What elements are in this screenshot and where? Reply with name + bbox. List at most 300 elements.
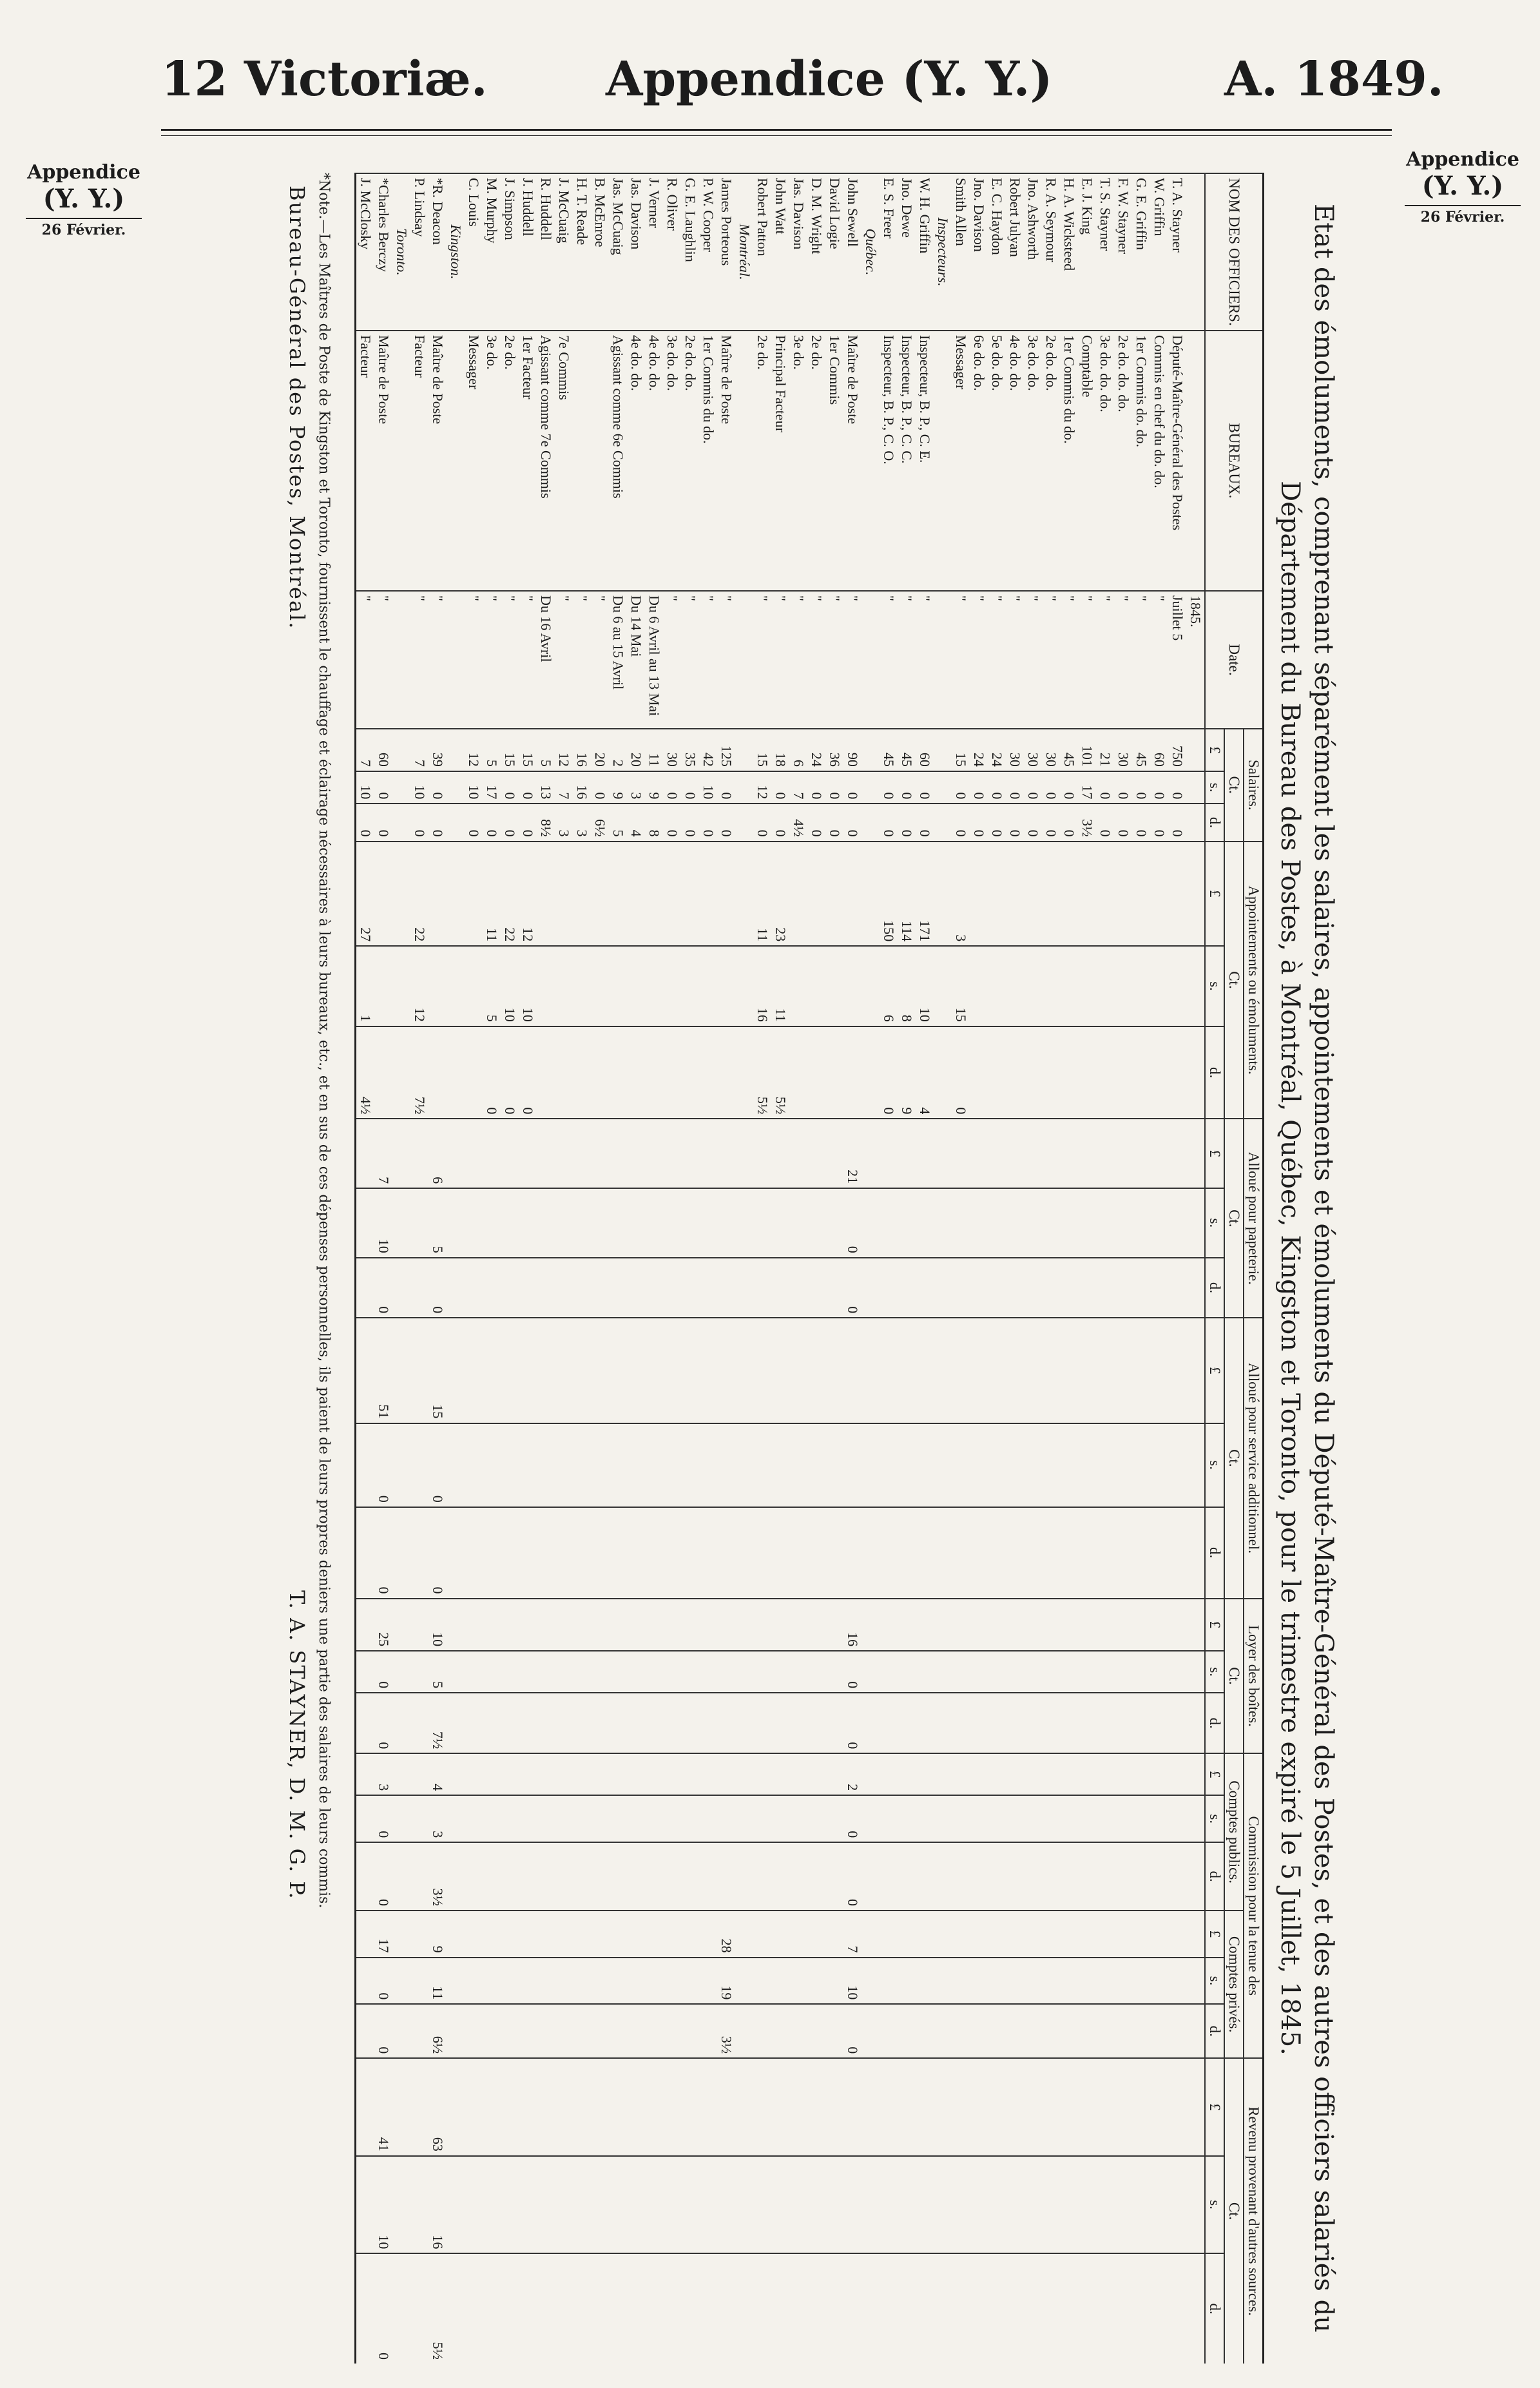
amount-loy-l xyxy=(501,1599,519,1651)
amount-sal-l: 20 xyxy=(627,729,645,771)
amount-loy-d xyxy=(970,1693,988,1753)
amount-rev-l xyxy=(1168,2058,1186,2156)
date: " xyxy=(970,591,988,729)
amount-prv-l xyxy=(1150,1911,1168,1958)
table-row xyxy=(916,173,934,2364)
empty-cell xyxy=(392,1507,410,1599)
bureau: Agissant comme 7e Commis xyxy=(537,331,555,591)
amount-pub-l xyxy=(1024,1753,1042,1795)
bureau: 1er Commis du do. xyxy=(699,331,717,591)
amount-app-l xyxy=(645,842,663,947)
amount-sal-d: 0 xyxy=(428,804,447,841)
empty-cell xyxy=(1186,1119,1205,1188)
margin-note-left xyxy=(26,161,142,238)
empty-cell xyxy=(1186,1258,1205,1318)
amount-loy-s xyxy=(627,1651,645,1693)
amount-pap-d xyxy=(952,1258,970,1318)
amount-loy-l xyxy=(483,1599,501,1651)
col-comptes-prives: Comptes privés. xyxy=(1224,1911,1244,2058)
empty-cell xyxy=(735,1958,753,2005)
amount-app-d: 4 xyxy=(916,1026,934,1119)
amount-prv-d xyxy=(1168,2004,1186,2058)
amount-svc-l xyxy=(537,1318,555,1423)
table-row xyxy=(1042,173,1060,2364)
amount-pub-d xyxy=(1168,1842,1186,1911)
amount-loy-l xyxy=(807,1599,825,1651)
amount-svc-l xyxy=(771,1318,789,1423)
amount-rev-l xyxy=(880,2058,898,2156)
amount-sal-d: 0 xyxy=(1150,804,1168,841)
empty-cell xyxy=(392,1119,410,1188)
amount-pub-l xyxy=(465,1753,483,1795)
amount-svc-l xyxy=(681,1318,699,1423)
amount-pap-d xyxy=(916,1258,934,1318)
table-row xyxy=(1024,173,1042,2364)
amount-prv-l xyxy=(1132,1911,1150,1958)
amount-loy-d xyxy=(356,1693,375,1753)
amount-sal-l: 15 xyxy=(952,729,970,771)
empty-cell xyxy=(861,2004,880,2058)
amount-rev-d xyxy=(880,2253,898,2364)
amount-svc-s xyxy=(465,1423,483,1507)
date: " xyxy=(1132,591,1150,729)
amount-pap-d xyxy=(645,1258,663,1318)
amount-pap-d xyxy=(717,1258,735,1318)
amount-pap-d xyxy=(573,1258,591,1318)
amount-rev-d xyxy=(1096,2253,1114,2364)
unit-s: s. xyxy=(1205,1188,1224,1258)
amount-loy-d xyxy=(483,1693,501,1753)
amount-loy-s xyxy=(609,1651,627,1693)
bureau: Inspecteur, B. P., C. C. xyxy=(898,331,916,591)
amount-pap-d xyxy=(789,1258,807,1318)
date: " xyxy=(591,591,609,729)
amount-prv-d xyxy=(1060,2004,1078,2058)
empty-cell xyxy=(735,1842,753,1911)
amount-app-d xyxy=(717,1026,735,1119)
amount-sal-d: 5 xyxy=(609,804,627,841)
amount-sal-d: 0 xyxy=(952,804,970,841)
amount-rev-d xyxy=(789,2253,807,2364)
amount-app-s xyxy=(645,946,663,1026)
amount-pub-s: 0 xyxy=(843,1795,861,1842)
amount-prv-l xyxy=(807,1911,825,1958)
amount-loy-d xyxy=(519,1693,537,1753)
table-row xyxy=(843,173,861,2364)
table-row xyxy=(681,173,699,2364)
officer-name: W. H. Griffin xyxy=(916,173,934,331)
date: " xyxy=(753,591,771,729)
amount-prv-d xyxy=(681,2004,699,2058)
amount-prv-d xyxy=(1114,2004,1132,2058)
bureau: 2e do. xyxy=(807,331,825,591)
amount-sal-d: 0 xyxy=(880,804,898,841)
unit-l: £ xyxy=(1205,842,1224,947)
date: " xyxy=(681,591,699,729)
unit-d: d. xyxy=(1205,804,1224,841)
bureau: Messager xyxy=(465,331,483,591)
amount-loy-s xyxy=(1006,1651,1024,1693)
amount-sal-l: 45 xyxy=(1060,729,1078,771)
bureau: 2e do. do. do. xyxy=(1114,331,1132,591)
empty-cell xyxy=(447,1026,465,1119)
amount-pap-l xyxy=(825,1119,843,1188)
amount-pub-l xyxy=(1096,1753,1114,1795)
amount-loy-l xyxy=(789,1599,807,1651)
amount-app-s xyxy=(843,946,861,1026)
empty-cell xyxy=(934,2156,952,2254)
amount-prv-d: 6½ xyxy=(428,2004,447,2058)
amount-svc-l xyxy=(356,1318,375,1423)
amount-loy-l xyxy=(825,1599,843,1651)
amount-rev-l xyxy=(807,2058,825,2156)
amount-sal-s: 17 xyxy=(483,771,501,804)
amount-svc-d xyxy=(717,1507,735,1599)
empty-cell xyxy=(1186,1423,1205,1507)
amount-pub-s xyxy=(789,1795,807,1842)
amount-pap-d: 0 xyxy=(843,1258,861,1318)
bureau: 2e do. do. xyxy=(1042,331,1060,591)
amount-rev-d xyxy=(1150,2253,1168,2364)
unit-s: s. xyxy=(1205,2156,1224,2254)
amount-app-d: 0 xyxy=(880,1026,898,1119)
table-row xyxy=(1060,173,1078,2364)
amount-svc-s: 0 xyxy=(374,1423,392,1507)
amount-loy-s xyxy=(645,1651,663,1693)
amount-sal-d: 0 xyxy=(825,804,843,841)
amount-sal-s: 0 xyxy=(501,771,519,804)
amount-loy-l xyxy=(410,1599,428,1651)
amount-prv-d: 0 xyxy=(374,2004,392,2058)
officer-name: P. W. Cooper xyxy=(699,173,717,331)
officer-name: Jno. Dewe xyxy=(898,173,916,331)
amount-loy-s xyxy=(465,1651,483,1693)
amount-rev-l xyxy=(501,2058,519,2156)
amount-pap-l xyxy=(1150,1119,1168,1188)
amount-svc-l xyxy=(699,1318,717,1423)
amount-rev-l xyxy=(609,2058,627,2156)
amount-app-l xyxy=(699,842,717,947)
empty-cell xyxy=(1186,1188,1205,1258)
amount-sal-l: 7 xyxy=(356,729,375,771)
amount-prv-s xyxy=(1114,1958,1132,2005)
amount-rev-d xyxy=(609,2253,627,2364)
amount-pub-l xyxy=(555,1753,573,1795)
amount-prv-s xyxy=(1006,1958,1024,2005)
bureau: Commis en chef du do. do. xyxy=(1150,331,1168,591)
amount-prv-d xyxy=(1096,2004,1114,2058)
amount-sal-s: 0 xyxy=(1132,771,1150,804)
empty-cell xyxy=(735,1753,753,1795)
amount-pub-l xyxy=(789,1753,807,1795)
date: " xyxy=(807,591,825,729)
amount-prv-l xyxy=(410,1911,428,1958)
amount-app-d xyxy=(555,1026,573,1119)
amount-sal-l: 11 xyxy=(645,729,663,771)
amount-pap-l xyxy=(807,1119,825,1188)
amount-sal-s: 13 xyxy=(537,771,555,804)
date: " xyxy=(1042,591,1060,729)
empty-cell xyxy=(447,1258,465,1318)
amount-pub-l xyxy=(970,1753,988,1795)
amount-pap-d xyxy=(1024,1258,1042,1318)
amount-pub-s xyxy=(916,1795,934,1842)
amount-sal-l: 16 xyxy=(573,729,591,771)
amount-sal-d: 0 xyxy=(501,804,519,841)
amount-pub-l xyxy=(717,1753,735,1795)
empty-cell xyxy=(735,1911,753,1958)
officer-name: G. E. Laughlin xyxy=(681,173,699,331)
officer-name: J. Verner xyxy=(645,173,663,331)
amount-app-d xyxy=(1042,1026,1060,1119)
amount-prv-s xyxy=(1132,1958,1150,2005)
unit-l: £ xyxy=(1205,729,1224,771)
date: " xyxy=(916,591,934,729)
amount-pap-l xyxy=(519,1119,537,1188)
amount-loy-s xyxy=(880,1651,898,1693)
amount-rev-d xyxy=(627,2253,645,2364)
col-service: Alloué pour service additionnel. xyxy=(1244,1318,1264,1598)
amount-pap-s xyxy=(555,1188,573,1258)
amount-prv-l xyxy=(483,1911,501,1958)
amount-sal-l: 60 xyxy=(916,729,934,771)
table-row xyxy=(898,173,916,2364)
amount-app-l xyxy=(717,842,735,947)
empty-cell xyxy=(1186,1318,1205,1423)
amount-app-l xyxy=(555,842,573,947)
empty-cell xyxy=(934,1693,952,1753)
amount-rev-d xyxy=(483,2253,501,2364)
amount-prv-s xyxy=(519,1958,537,2005)
amount-app-d: 9 xyxy=(898,1026,916,1119)
amount-pap-d xyxy=(699,1258,717,1318)
amount-pub-s xyxy=(898,1795,916,1842)
amount-app-s xyxy=(573,946,591,1026)
col-comptes-publics: Comptes publics. xyxy=(1224,1753,1244,1911)
amount-prv-l xyxy=(627,1911,645,1958)
amount-svc-d xyxy=(898,1507,916,1599)
amount-app-l xyxy=(970,842,988,947)
amount-pap-l xyxy=(916,1119,934,1188)
amount-rev-l xyxy=(1042,2058,1060,2156)
amount-app-s: 10 xyxy=(519,946,537,1026)
amount-pap-s xyxy=(1168,1188,1186,1258)
date: " xyxy=(898,591,916,729)
empty-cell xyxy=(934,1026,952,1119)
amount-prv-l: 7 xyxy=(843,1911,861,1958)
amount-sal-l: 15 xyxy=(519,729,537,771)
unit-s: s. xyxy=(1205,1651,1224,1693)
amount-sal-s: 0 xyxy=(663,771,681,804)
amount-prv-l xyxy=(501,1911,519,1958)
amount-svc-d: 0 xyxy=(428,1507,447,1599)
amount-prv-l xyxy=(356,1911,375,1958)
amount-pub-s xyxy=(771,1795,789,1842)
amount-sal-l: 24 xyxy=(970,729,988,771)
bureau: Principal Facteur xyxy=(771,331,789,591)
empty-cell xyxy=(447,591,465,729)
officer-name: G. E. Griffin xyxy=(1132,173,1150,331)
date: " xyxy=(1024,591,1042,729)
empty-cell xyxy=(735,1693,753,1753)
amount-loy-d xyxy=(771,1693,789,1753)
amount-app-l: 171 xyxy=(916,842,934,947)
amount-loy-s xyxy=(537,1651,555,1693)
amount-pub-s xyxy=(483,1795,501,1842)
amount-prv-l xyxy=(1096,1911,1114,1958)
col-name: NOM DES OFFICIERS. xyxy=(1205,173,1264,331)
amount-prv-l xyxy=(591,1911,609,1958)
empty-cell xyxy=(392,1753,410,1795)
amount-loy-s xyxy=(1060,1651,1078,1693)
date: " xyxy=(717,591,735,729)
amount-rev-l xyxy=(916,2058,934,2156)
amount-pub-d: 0 xyxy=(843,1842,861,1911)
amount-svc-l xyxy=(645,1318,663,1423)
amount-sal-d: 0 xyxy=(410,804,428,841)
amount-sal-d: 0 xyxy=(1132,804,1150,841)
officer-name: E. S. Freer xyxy=(880,173,898,331)
amount-svc-d xyxy=(825,1507,843,1599)
amount-pap-d xyxy=(753,1258,771,1318)
amount-pub-l xyxy=(681,1753,699,1795)
officer-name: R. A. Seymour xyxy=(1042,173,1060,331)
amount-sal-d: 0 xyxy=(771,804,789,841)
col-appointements: Appointements ou émoluments. xyxy=(1244,842,1264,1119)
empty-cell xyxy=(934,1318,952,1423)
amount-sal-l: 18 xyxy=(771,729,789,771)
amount-sal-l: 60 xyxy=(374,729,392,771)
bureau: Maître de Poste xyxy=(843,331,861,591)
amount-svc-s xyxy=(699,1423,717,1507)
table-row xyxy=(970,173,988,2364)
amount-pub-s xyxy=(1042,1795,1060,1842)
col-loyer: Loyer des boîtes. xyxy=(1244,1599,1264,1754)
amount-loy-l xyxy=(591,1599,609,1651)
amount-app-d xyxy=(627,1026,645,1119)
amount-rev-s xyxy=(843,2156,861,2254)
officer-name: J. Simpson xyxy=(501,173,519,331)
amount-prv-s xyxy=(789,1958,807,2005)
amount-pub-s xyxy=(753,1795,771,1842)
empty-cell xyxy=(735,331,753,591)
amount-pub-l xyxy=(663,1753,681,1795)
empty-cell xyxy=(861,591,880,729)
amount-loy-l xyxy=(1060,1599,1078,1651)
amount-sal-s: 0 xyxy=(1060,771,1078,804)
bureau: 1er Commis du do. xyxy=(1060,331,1078,591)
empty-cell xyxy=(934,2253,952,2364)
unit-l: £ xyxy=(1205,1911,1224,1958)
amount-prv-l xyxy=(1168,1911,1186,1958)
amount-sal-s: 0 xyxy=(898,771,916,804)
amount-prv-s xyxy=(916,1958,934,2005)
amount-pub-s: 0 xyxy=(374,1795,392,1842)
amount-rev-l xyxy=(537,2058,555,2156)
empty-cell xyxy=(934,1188,952,1258)
amount-prv-s xyxy=(483,1958,501,2005)
amount-loy-s xyxy=(1078,1651,1096,1693)
officer-name: C. Louis xyxy=(465,173,483,331)
amount-sal-d: 0 xyxy=(916,804,934,841)
amount-sal-s: 0 xyxy=(1114,771,1132,804)
amount-pap-d xyxy=(1132,1258,1150,1318)
amount-rev-l xyxy=(1150,2058,1168,2156)
amount-prv-s xyxy=(952,1958,970,2005)
empty-cell xyxy=(934,729,952,771)
amount-pub-l: 3 xyxy=(374,1753,392,1795)
amount-prv-s xyxy=(663,1958,681,2005)
amount-sal-l: 12 xyxy=(555,729,573,771)
amount-app-d xyxy=(1024,1026,1042,1119)
amount-pap-s xyxy=(645,1188,663,1258)
amount-app-l: 11 xyxy=(483,842,501,947)
amount-app-l xyxy=(537,842,555,947)
amount-prv-l xyxy=(1114,1911,1132,1958)
amount-sal-s: 9 xyxy=(609,771,627,804)
amount-prv-d xyxy=(916,2004,934,2058)
amount-app-s xyxy=(807,946,825,1026)
amount-pap-d xyxy=(825,1258,843,1318)
amount-loy-s xyxy=(519,1651,537,1693)
amount-svc-s xyxy=(825,1423,843,1507)
amount-pap-l xyxy=(789,1119,807,1188)
amount-prv-l xyxy=(970,1911,988,1958)
amount-rev-s xyxy=(952,2156,970,2254)
amount-svc-s xyxy=(555,1423,573,1507)
officer-name: J. Huddell xyxy=(519,173,537,331)
unit-d: d. xyxy=(1205,1693,1224,1753)
amount-loy-d xyxy=(717,1693,735,1753)
empty-cell xyxy=(1186,771,1205,804)
officer-name: R. Huddell xyxy=(537,173,555,331)
amount-prv-s xyxy=(988,1958,1006,2005)
empty-cell xyxy=(861,1188,880,1258)
amount-prv-l xyxy=(1060,1911,1078,1958)
table-row xyxy=(465,173,483,2364)
unit-d: d. xyxy=(1205,2253,1224,2364)
amount-svc-s xyxy=(880,1423,898,1507)
empty-cell xyxy=(1186,2156,1205,2254)
amount-pap-s xyxy=(1150,1188,1168,1258)
amount-sal-d: 0 xyxy=(356,804,375,841)
amount-app-l xyxy=(627,842,645,947)
empty-cell xyxy=(861,946,880,1026)
amount-pap-s xyxy=(627,1188,645,1258)
section-row xyxy=(447,173,465,2364)
amount-prv-l xyxy=(645,1911,663,1958)
amount-rev-l xyxy=(1132,2058,1150,2156)
amount-svc-s xyxy=(519,1423,537,1507)
amount-pub-d: 0 xyxy=(374,1842,392,1911)
amount-rev-d xyxy=(1024,2253,1042,2364)
amount-sal-l: 60 xyxy=(1150,729,1168,771)
amount-app-l xyxy=(1150,842,1168,947)
amount-loy-l xyxy=(519,1599,537,1651)
amount-svc-d: 0 xyxy=(374,1507,392,1599)
amount-prv-d xyxy=(898,2004,916,2058)
section-label: Kingston. xyxy=(447,173,465,331)
amount-app-l: 12 xyxy=(519,842,537,947)
amount-sal-s: 0 xyxy=(1042,771,1060,804)
amount-sal-d: 0 xyxy=(843,804,861,841)
amount-app-d xyxy=(1006,1026,1024,1119)
amount-loy-s xyxy=(753,1651,771,1693)
amount-pap-d xyxy=(519,1258,537,1318)
amount-svc-s xyxy=(843,1423,861,1507)
empty-cell xyxy=(392,2156,410,2254)
amount-loy-l xyxy=(880,1599,898,1651)
